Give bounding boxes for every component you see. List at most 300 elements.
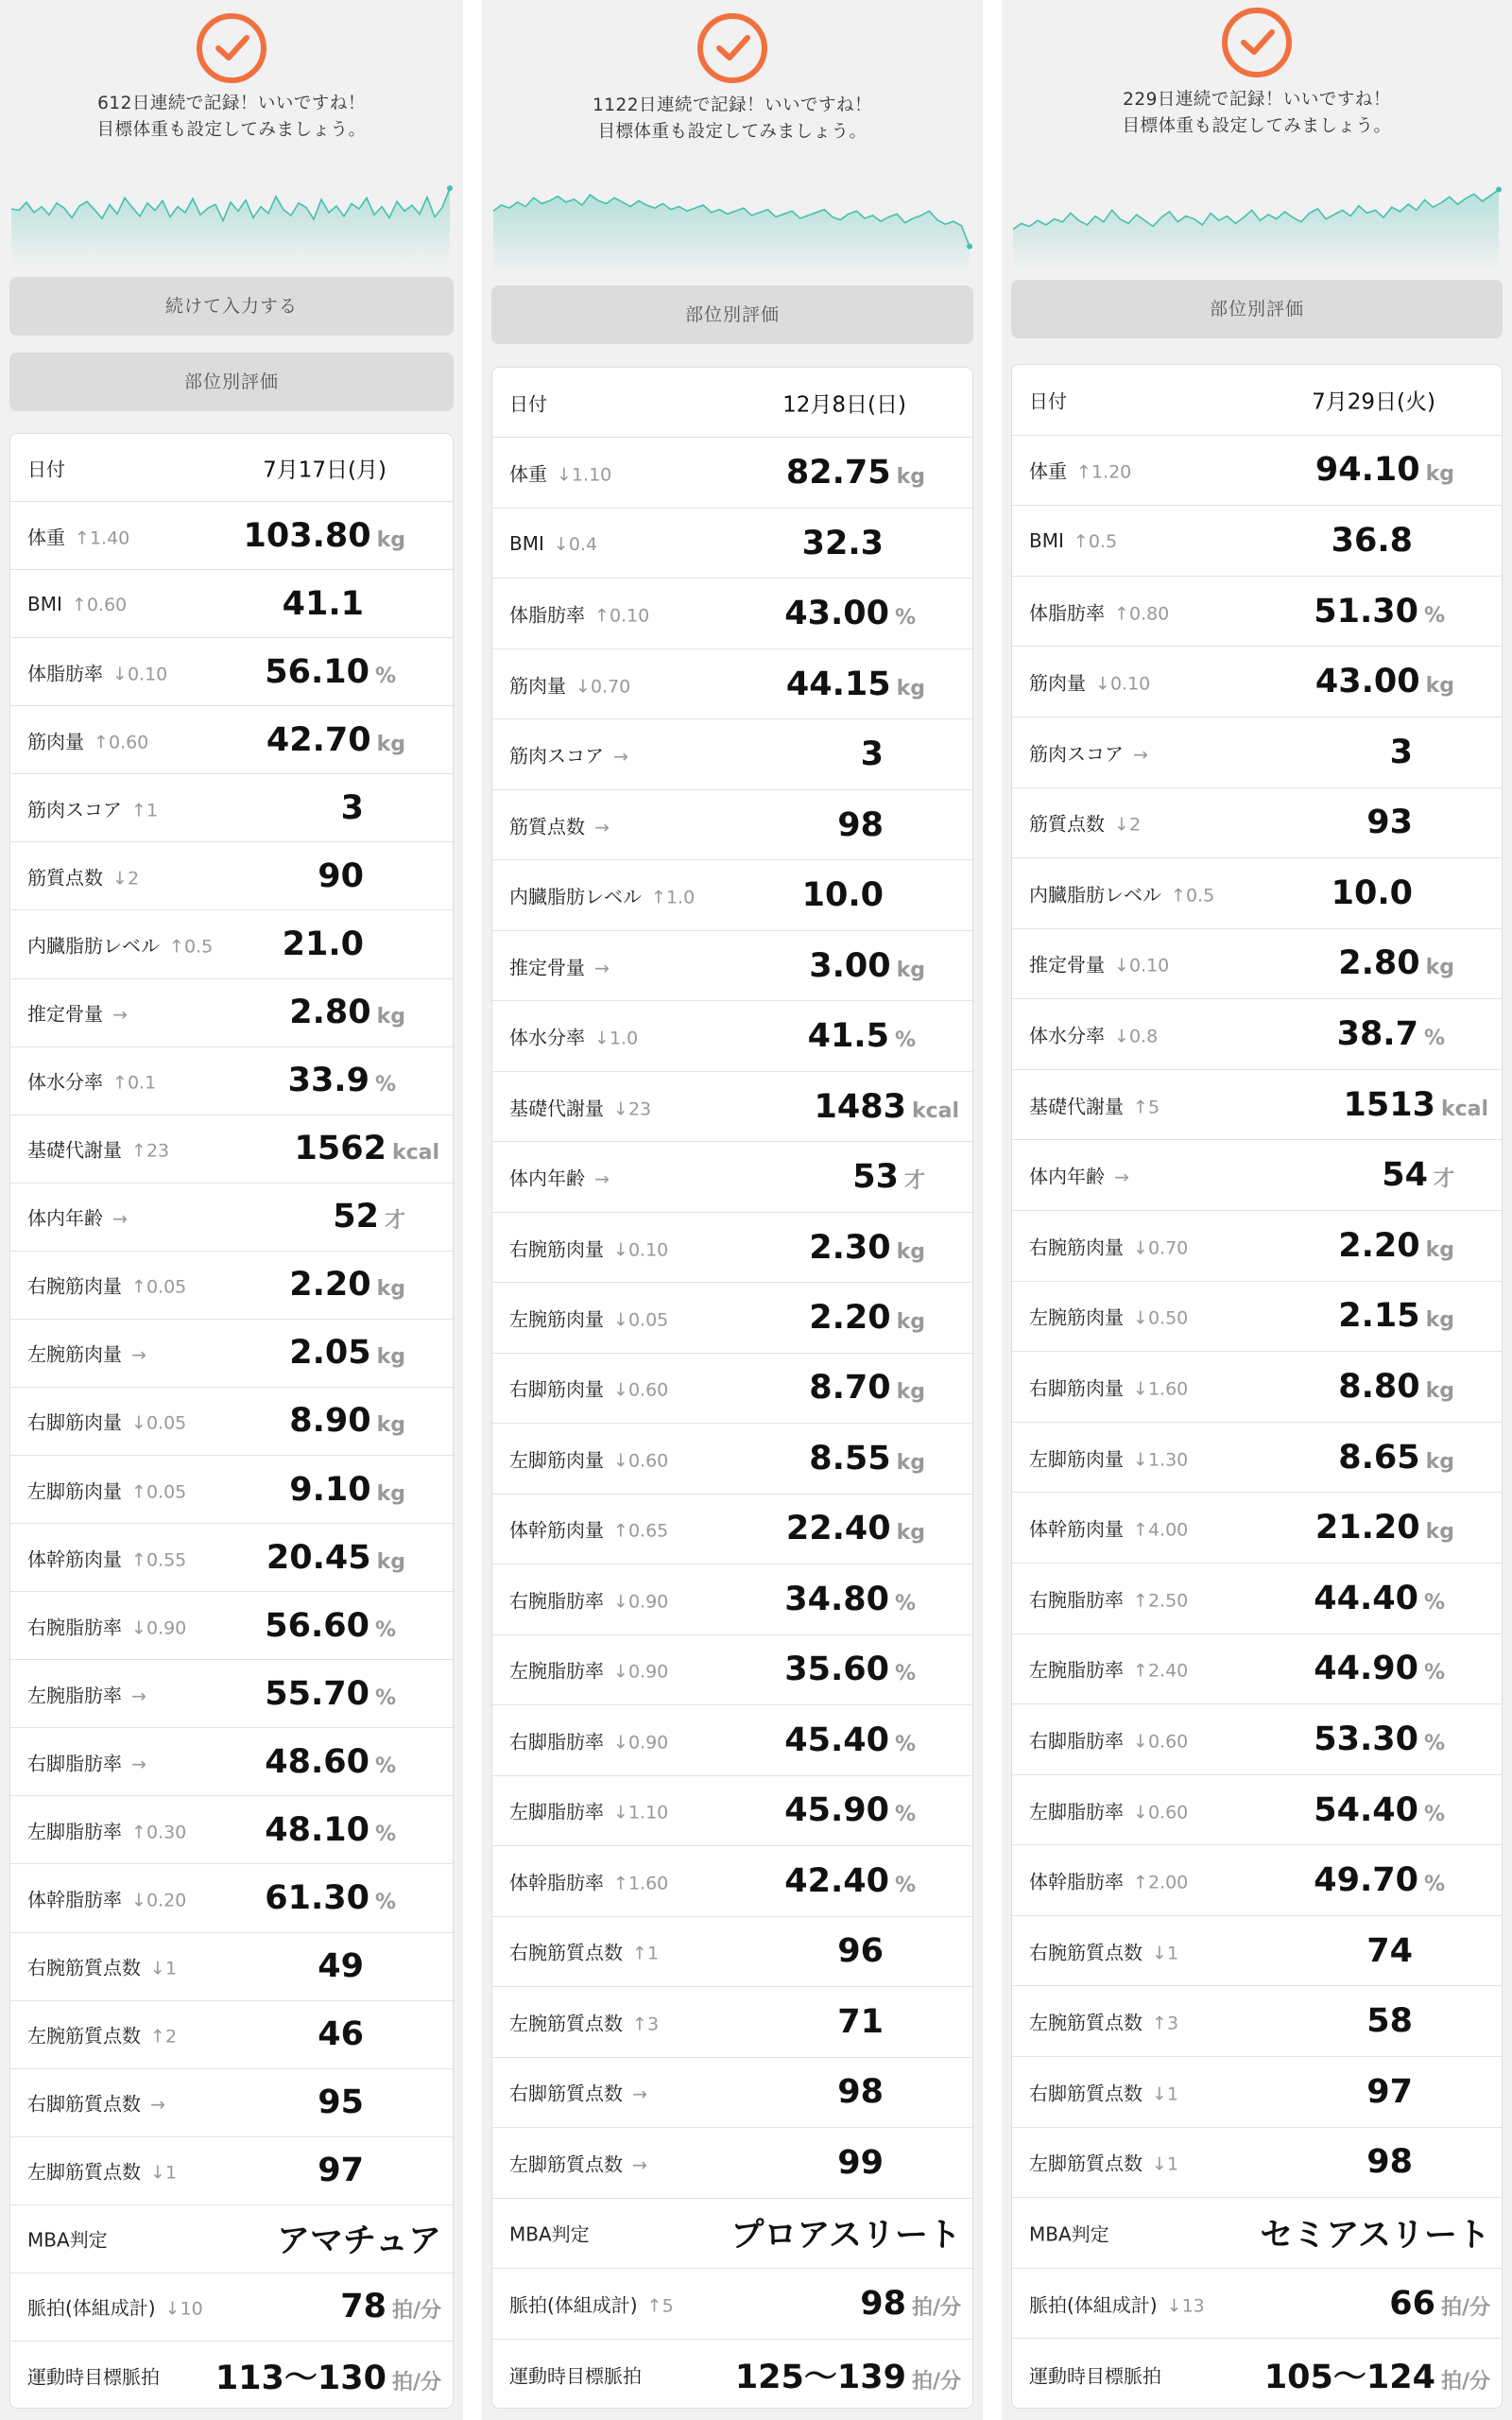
table-row	[1012, 1775, 1502, 1846]
row-value	[786, 666, 925, 703]
table-row	[10, 502, 453, 570]
row-value	[1314, 1580, 1445, 1617]
value-number: 45.90	[784, 1791, 889, 1830]
change-indicator: →	[627, 2154, 647, 2176]
row-label	[1029, 668, 1150, 696]
label-text: 体水分率	[27, 1070, 103, 1094]
weight-trend-chart	[9, 163, 454, 265]
table-row	[492, 860, 972, 930]
value-number: 90	[318, 856, 364, 895]
table-row	[1012, 999, 1502, 1070]
row-label	[1029, 1725, 1188, 1753]
label-text: 右腕脂肪率	[509, 1589, 604, 1613]
row-value	[784, 1581, 916, 1618]
table-row	[10, 570, 453, 638]
row-value	[1332, 874, 1413, 912]
row-value	[1314, 593, 1445, 631]
change-indicator: ↓0.05	[608, 1309, 669, 1331]
row-label	[27, 1203, 128, 1231]
row-label	[27, 2293, 203, 2321]
value-unit: kg	[376, 1277, 405, 1302]
value-number: 51.30	[1314, 592, 1418, 631]
value-unit: %	[894, 1732, 916, 1756]
body-part-evaluation-button[interactable]: 部位別評価	[1011, 280, 1503, 338]
row-label	[27, 593, 127, 615]
streak-text: 229日連続で記録！いいですね！	[1123, 90, 1391, 110]
change-indicator: ↓0.90	[608, 1591, 669, 1613]
table-row	[492, 509, 972, 579]
row-label	[1029, 1232, 1188, 1259]
label-text: MBA判定	[1029, 2222, 1109, 2246]
label-text: 体幹筋肉量	[1029, 1517, 1124, 1541]
table-row	[10, 1796, 453, 1864]
change-indicator: ↑5	[641, 2295, 674, 2317]
value-number: 98	[837, 2073, 884, 2112]
change-indicator: ↑0.1	[107, 1072, 157, 1094]
value-number: 2.30	[809, 1228, 891, 1267]
row-value	[730, 2209, 961, 2256]
label-text: 体内年齢	[27, 1206, 103, 1230]
table-row	[10, 2205, 453, 2273]
row-value	[735, 2351, 961, 2398]
measurement-table	[1011, 364, 1503, 2409]
label-text: 右脚筋質点数	[1029, 2082, 1143, 2105]
change-indicator: ↓0.90	[126, 1617, 187, 1639]
row-value	[1366, 2143, 1413, 2181]
value-unit: kcal	[911, 1098, 959, 1123]
label-text: 左腕脂肪率	[509, 1659, 604, 1683]
change-indicator: ↓0.60	[1127, 1731, 1189, 1753]
table-row	[10, 2001, 453, 2069]
row-label	[1029, 1867, 1188, 1894]
value-number: 21.20	[1314, 1509, 1420, 1547]
row-label	[27, 1816, 186, 1843]
value-number: 41.1	[282, 584, 364, 623]
change-indicator: ↑5	[1127, 1097, 1160, 1118]
row-value	[289, 1266, 405, 1304]
row-value	[244, 517, 405, 555]
value-number: 42.40	[784, 1861, 889, 1900]
change-indicator: →	[589, 817, 610, 838]
check-circle-icon	[1222, 8, 1292, 78]
table-row	[492, 1635, 972, 1705]
value-number: 2.80	[1338, 944, 1420, 983]
row-value	[266, 721, 405, 759]
table-row	[10, 842, 453, 910]
value-unit: %	[374, 1754, 396, 1778]
goal-text: 目標体重も設定してみましょう。	[96, 120, 367, 140]
row-label	[509, 2149, 647, 2176]
row-label	[27, 2361, 160, 2389]
continue-input-button[interactable]: 続けて入力する	[9, 277, 454, 336]
value-number: 53	[852, 1158, 899, 1197]
label-text: 左脚筋質点数	[1029, 2152, 1143, 2175]
change-indicator: ↑2	[145, 2026, 178, 2048]
label-text: 左脚脂肪率	[1029, 1800, 1124, 1823]
row-label	[27, 1135, 169, 1163]
value-number: アマチュア	[277, 2222, 441, 2261]
value-unit: kg	[1425, 1308, 1454, 1333]
change-indicator: ↓0.20	[126, 1890, 187, 1911]
value-unit: %	[1423, 1873, 1445, 1897]
value-number: 9.10	[289, 1470, 371, 1509]
label-text: 日付	[509, 392, 547, 416]
value-unit: kg	[1425, 1449, 1454, 1474]
row-value	[318, 1947, 364, 1985]
table-row	[1012, 1845, 1502, 1916]
change-indicator: ↑0.65	[608, 1520, 669, 1542]
value-number: 3	[1389, 733, 1413, 771]
row-label	[509, 811, 610, 838]
value-number: 2.80	[289, 994, 371, 1032]
body-part-evaluation-button[interactable]: 部位別評価	[491, 285, 973, 344]
row-label	[509, 1023, 638, 1050]
table-row	[10, 1728, 453, 1796]
table-row	[492, 1424, 972, 1494]
table-row	[1012, 506, 1502, 577]
value-unit: kg	[896, 1239, 925, 1264]
label-text: 運動時目標脈拍	[1029, 2364, 1161, 2388]
value-number: 94.10	[1314, 451, 1420, 490]
table-row	[492, 1142, 972, 1212]
value-number: 74	[1366, 1931, 1413, 1970]
value-unit: 拍/分	[391, 2370, 441, 2394]
row-value	[1366, 2073, 1413, 2111]
label-text: 右脚脂肪率	[1029, 1729, 1124, 1753]
change-indicator: ↓0.10	[1090, 673, 1151, 695]
row-value	[808, 1017, 916, 1055]
row-value	[318, 2083, 364, 2121]
value-number: 98	[1366, 2143, 1413, 2182]
value-unit: %	[1423, 1731, 1445, 1755]
row-label	[1029, 879, 1214, 907]
change-indicator: ↑1.20	[1071, 461, 1132, 483]
value-number: 3	[340, 788, 364, 827]
value-number: 42.70	[266, 720, 371, 759]
value-number: 43.00	[784, 595, 889, 633]
value-number: 36.8	[1331, 521, 1413, 560]
value-unit: kg	[1425, 1237, 1454, 1262]
value-number: 48.60	[265, 1742, 369, 1781]
trend-area	[11, 188, 450, 265]
change-indicator: ↑0.05	[126, 1276, 187, 1298]
table-row	[1012, 717, 1502, 788]
label-text: 日付	[27, 458, 65, 481]
row-value	[809, 1299, 925, 1337]
change-indicator: ↑1	[126, 800, 159, 821]
row-value	[1338, 944, 1454, 982]
label-text: 右腕脂肪率	[1029, 1588, 1124, 1612]
value-number: 48.10	[265, 1810, 369, 1849]
change-indicator: ↑23	[126, 1140, 170, 1162]
label-text: 体幹脂肪率	[27, 1888, 122, 1911]
weight-trend-chart	[491, 172, 973, 274]
value-number: 98	[860, 2284, 906, 2323]
value-number: 32.3	[801, 524, 884, 562]
row-value	[283, 925, 364, 963]
value-number: 34.80	[784, 1580, 889, 1618]
check-circle-icon	[697, 13, 767, 83]
value-unit: %	[374, 1685, 396, 1710]
label-text: 右腕筋肉量	[27, 1274, 122, 1298]
label-text: 体幹筋肉量	[27, 1547, 122, 1571]
row-value	[265, 653, 396, 691]
label-text: 体幹脂肪率	[1029, 1870, 1124, 1893]
label-text: 体重	[27, 526, 65, 549]
value-unit: kg	[376, 1549, 405, 1574]
label-text: MBA判定	[509, 2222, 590, 2246]
change-indicator: →	[608, 746, 628, 768]
row-value	[786, 454, 925, 492]
change-indicator: ↓1	[1146, 2153, 1179, 2175]
row-label	[1029, 809, 1141, 837]
table-row	[1012, 1916, 1502, 1987]
label-text: 左腕筋質点数	[27, 2024, 141, 2048]
row-label	[27, 2021, 177, 2048]
table-row	[10, 1592, 453, 1660]
change-indicator: ↓1.60	[1127, 1378, 1189, 1400]
change-indicator: ↓23	[608, 1098, 652, 1120]
table-row	[10, 910, 453, 978]
change-indicator: →	[126, 1344, 146, 1366]
label-text: 右脚筋肉量	[509, 1377, 604, 1401]
row-value	[860, 2285, 961, 2323]
label-text: 右脚筋質点数	[509, 2082, 623, 2105]
label-text: 運動時目標脈拍	[27, 2365, 160, 2389]
table-row	[492, 1564, 972, 1634]
table-row	[1012, 929, 1502, 1000]
row-value	[318, 857, 364, 895]
table-row	[1012, 1070, 1502, 1141]
value-unit: 拍/分	[911, 2369, 961, 2394]
streak-text: 612日連続で記録！いいですね！	[97, 94, 366, 113]
table-row	[1012, 1704, 1502, 1775]
row-label	[509, 532, 597, 555]
change-indicator: ↑2.50	[1127, 1590, 1189, 1612]
row-value	[837, 806, 884, 844]
label-text: 筋肉スコア	[509, 744, 604, 768]
label-text: 体重	[509, 462, 547, 486]
value-unit: %	[374, 1617, 396, 1642]
table-row	[10, 706, 453, 774]
label-text: 左腕筋肉量	[1029, 1305, 1124, 1329]
row-value	[289, 1471, 405, 1509]
label-text: 筋肉スコア	[27, 798, 122, 821]
change-indicator: ↓0.05	[126, 1412, 187, 1434]
value-unit: %	[1423, 1802, 1445, 1826]
label-text: 筋肉量	[509, 674, 566, 698]
row-value	[263, 452, 387, 483]
label-text: 運動時目標脈拍	[509, 2364, 642, 2388]
label-text: 推定骨量	[1029, 953, 1105, 977]
label-text: 右腕筋質点数	[27, 1956, 141, 1979]
row-value	[295, 1130, 439, 1167]
row-value	[333, 1198, 405, 1236]
trend-latest-point	[967, 244, 972, 250]
change-indicator: ↓0.70	[570, 676, 631, 698]
row-label	[1029, 1443, 1188, 1471]
change-indicator: →	[145, 2094, 165, 2116]
row-label	[509, 2220, 590, 2247]
value-number: 78	[340, 2288, 387, 2326]
label-text: 左腕脂肪率	[27, 1684, 122, 1707]
label-text: 脈拍(体組成計)	[1029, 2293, 1158, 2317]
table-row	[492, 2199, 972, 2269]
table-row	[1012, 1211, 1502, 1282]
goal-text: 目標体重も設定してみましょう。	[1122, 116, 1392, 136]
change-indicator: ↓0.70	[1127, 1237, 1189, 1259]
label-text: 筋質点数	[27, 866, 103, 890]
value-number: 3.00	[809, 946, 891, 985]
value-number: 56.60	[265, 1606, 369, 1645]
label-text: 左脚脂肪率	[27, 1820, 122, 1843]
row-label	[27, 1271, 186, 1299]
change-indicator: →	[627, 2083, 647, 2105]
value-number: 33.9	[287, 1062, 369, 1100]
value-unit: %	[894, 1803, 916, 1827]
value-unit: %	[894, 1873, 916, 1897]
label-text: 左脚筋肉量	[1029, 1447, 1124, 1471]
row-value	[1337, 1015, 1445, 1053]
row-label	[1029, 1373, 1188, 1400]
row-label	[1029, 2220, 1109, 2247]
value-number: 44.40	[1314, 1579, 1418, 1617]
value-unit: kg	[896, 1521, 925, 1546]
table-row	[492, 2128, 972, 2198]
change-indicator: ↓1	[145, 2162, 178, 2184]
weight-trend-chart	[1011, 168, 1503, 270]
table-row	[1012, 1423, 1502, 1494]
label-text: 筋質点数	[1029, 812, 1105, 836]
row-label	[509, 1515, 668, 1543]
change-indicator: ↓0.90	[608, 1732, 669, 1754]
value-number: 2.05	[289, 1334, 371, 1373]
record-panel-3	[1002, 0, 1512, 2420]
value-number: 96	[837, 1932, 884, 1971]
label-text: 右腕脂肪率	[27, 1616, 122, 1639]
label-text: 脈拍(体組成計)	[27, 2296, 156, 2320]
value-unit: %	[374, 1822, 396, 1846]
table-row	[492, 1776, 972, 1846]
row-label	[27, 1476, 186, 1503]
row-value	[1315, 451, 1454, 489]
change-indicator: ↑0.5	[163, 936, 214, 958]
change-indicator: →	[1127, 744, 1148, 766]
value-number: 53.30	[1314, 1720, 1418, 1758]
change-indicator: →	[107, 1208, 128, 1230]
label-text: 左脚筋肉量	[27, 1479, 122, 1503]
table-row	[10, 1524, 453, 1592]
row-value	[1315, 1509, 1454, 1547]
label-text: 左脚筋肉量	[509, 1448, 604, 1472]
value-number: 20.45	[266, 1538, 371, 1577]
label-text: 体脂肪率	[509, 603, 585, 627]
row-value	[809, 1440, 925, 1478]
row-label	[1029, 1937, 1178, 1964]
table-row	[10, 1047, 453, 1115]
change-indicator: ↑3	[627, 2014, 660, 2035]
label-text: BMI	[509, 531, 544, 555]
value-number: 97	[318, 2152, 364, 2190]
label-text: 体重	[1029, 459, 1067, 483]
label-text: MBA判定	[27, 2228, 108, 2252]
row-label	[509, 1797, 668, 1824]
row-value	[1382, 1156, 1454, 1194]
label-text: 右脚筋質点数	[27, 2092, 141, 2116]
row-value	[289, 1334, 405, 1372]
streak-message	[0, 91, 463, 144]
row-value	[277, 2215, 441, 2262]
label-text: BMI	[27, 592, 62, 615]
row-label	[1029, 950, 1169, 977]
change-indicator: →	[107, 1004, 128, 1026]
table-row	[492, 1917, 972, 1987]
change-indicator: ↓1	[1146, 2083, 1179, 2105]
value-number: 82.75	[785, 454, 891, 493]
date-row	[1012, 365, 1502, 436]
row-label	[1029, 1091, 1160, 1118]
table-row	[10, 638, 453, 706]
row-value	[341, 789, 364, 827]
change-indicator: ↑0.55	[126, 1549, 187, 1571]
table-row	[10, 1115, 453, 1184]
table-row	[1012, 1140, 1502, 1211]
label-text: 左腕筋質点数	[509, 2012, 623, 2035]
label-text: 右腕筋質点数	[1029, 1941, 1143, 1964]
value-number: 44.15	[785, 665, 891, 703]
table-row	[1012, 647, 1502, 717]
row-label	[1029, 2078, 1178, 2105]
label-text: 右脚筋肉量	[1029, 1376, 1124, 1400]
value-number: 41.5	[807, 1017, 889, 1056]
change-indicator: ↓1	[145, 1958, 178, 1979]
body-part-evaluation-button[interactable]: 部位別評価	[9, 353, 454, 411]
row-value	[1260, 2209, 1490, 2256]
change-indicator: →	[589, 958, 610, 979]
change-indicator: ↓0.50	[1127, 1307, 1189, 1329]
row-value	[1338, 1439, 1454, 1477]
value-unit: %	[1423, 1590, 1445, 1615]
trend-latest-point	[447, 185, 453, 191]
table-row	[492, 1213, 972, 1283]
label-text: 体内年齢	[1029, 1165, 1105, 1188]
value-number: 61.30	[265, 1878, 369, 1917]
value-number: 8.90	[289, 1402, 371, 1441]
label-text: 体脂肪率	[1029, 601, 1105, 625]
change-indicator: ↓0.4	[547, 533, 598, 555]
value-number: 54.40	[1314, 1790, 1418, 1829]
row-label	[1029, 2290, 1205, 2317]
label-text: 脈拍(体組成計)	[509, 2293, 638, 2317]
value-unit: kg	[1425, 956, 1454, 980]
row-value	[265, 1879, 396, 1917]
row-value	[784, 595, 916, 632]
table-row	[492, 1001, 972, 1071]
value-number: 58	[1366, 2002, 1413, 2041]
table-row	[10, 1660, 453, 1728]
row-value	[1264, 2351, 1490, 2398]
value-unit: kg	[896, 1450, 925, 1475]
change-indicator: ↓0.10	[1108, 955, 1170, 977]
table-row	[492, 1987, 972, 2057]
row-label	[27, 1953, 177, 1980]
value-unit: kg	[376, 527, 405, 552]
change-indicator: ↑2.00	[1127, 1872, 1189, 1893]
row-label	[27, 1340, 146, 1367]
trend-area	[493, 195, 970, 274]
table-row	[492, 1495, 972, 1564]
record-panel-2	[482, 0, 983, 2420]
